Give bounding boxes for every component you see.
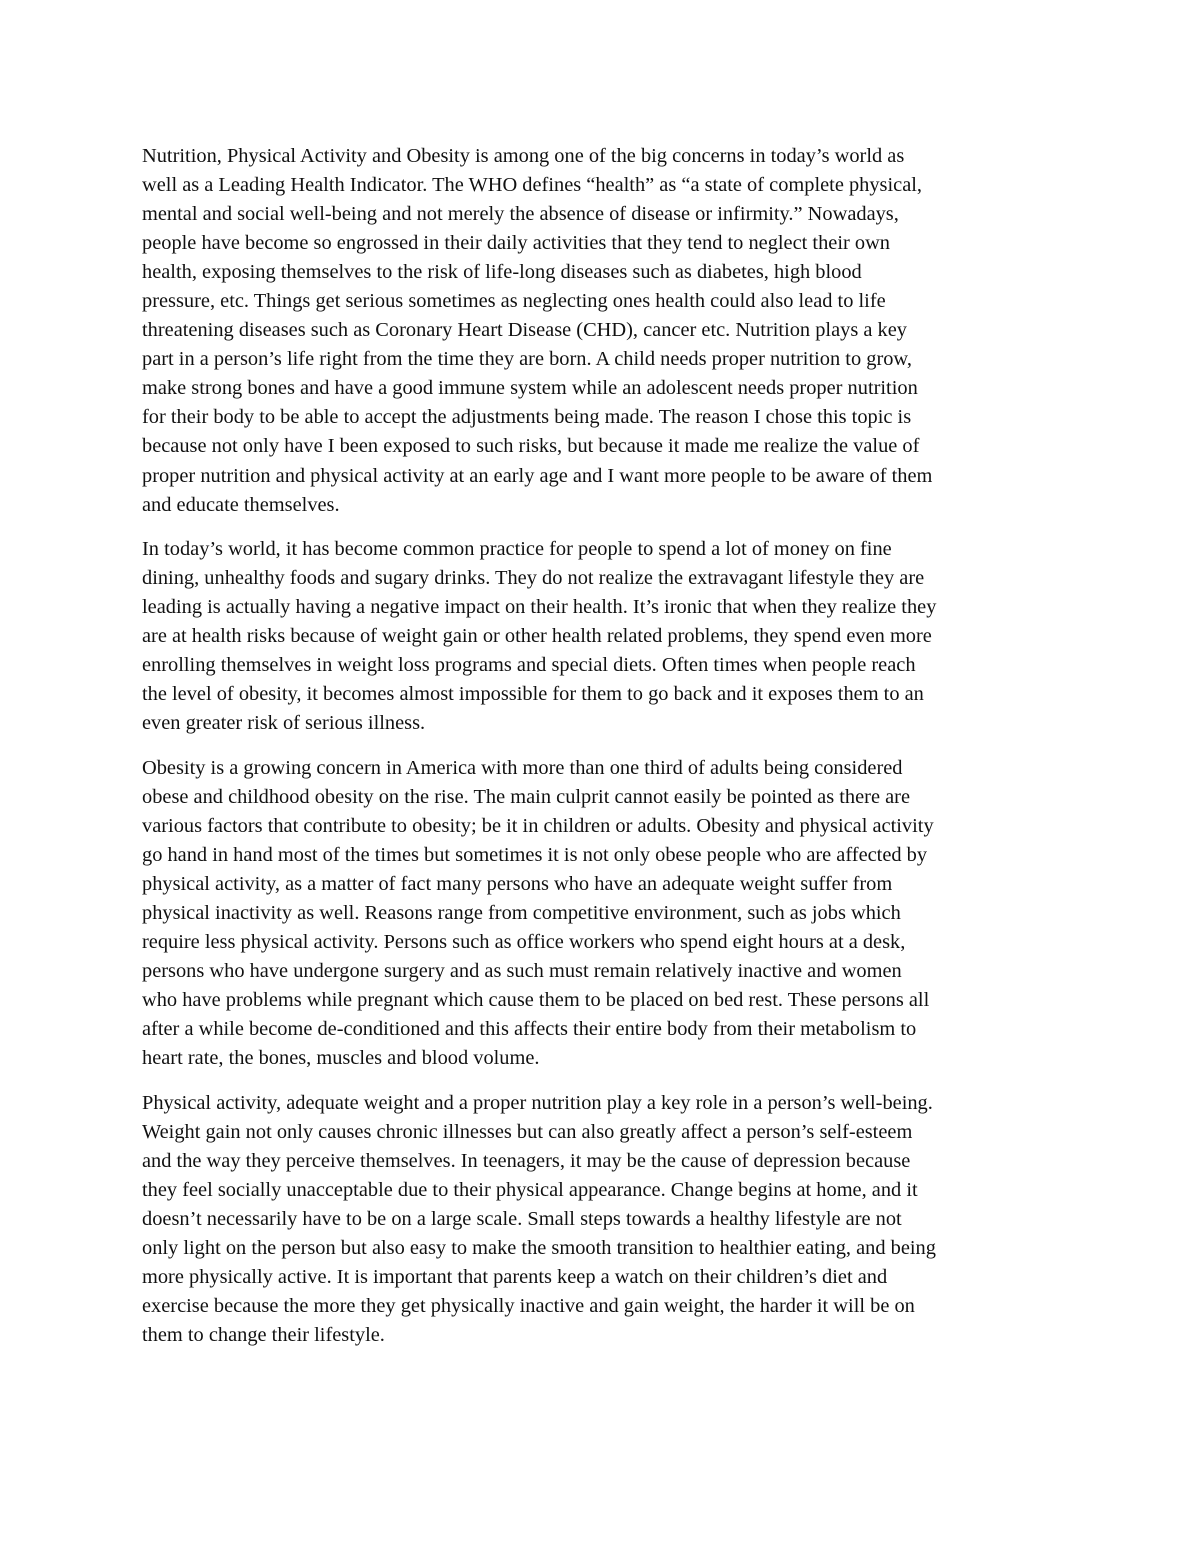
text-line: In today’s world, it has become common practice for people to spend a lot of money on fine	[142, 538, 892, 561]
text-line: and educate themselves.	[142, 493, 340, 516]
text-line: leading is actually having a negative impact on their health. It’s ironic that when they realize they	[142, 596, 937, 619]
text-line: proper nutrition and physical activity at an early age and I want more people to be aware of them	[142, 464, 933, 487]
text-line: the level of obesity, it becomes almost impossible for them to go back and it exposes them to an	[142, 683, 924, 706]
text-line: after a while become de-conditioned and this affects their entire body from their metabolism to	[142, 1018, 917, 1041]
text-line: persons who have undergone surgery and as such must remain relatively inactive and women	[142, 960, 902, 983]
text-line: go hand in hand most of the times but sometimes it is not only obese people who are affected by	[142, 844, 928, 867]
paragraph-2	[142, 535, 1082, 738]
text-line: Weight gain not only causes chronic illnesses but can also greatly affect a person’s self-esteem	[142, 1121, 913, 1143]
paragraph-1	[142, 142, 1082, 520]
text-line: part in a person’s life right from the time they are born. A child needs proper nutrition to grow,	[142, 348, 912, 371]
text-line: obese and childhood obesity on the rise. The main culprit cannot easily be pointed as there are	[142, 785, 911, 808]
text-line: people have become so engrossed in their daily activities that they tend to neglect their own	[142, 232, 890, 255]
text-line: doesn’t necessarily have to be on a large scale. Small steps towards a healthy lifestyle are not	[142, 1208, 902, 1231]
text-line: more physically active. It is important that parents keep a watch on their children’s diet and	[142, 1266, 888, 1289]
text-line: because not only have I been exposed to such risks, but because it made me realize the value of	[142, 435, 920, 458]
text-line: dining, unhealthy foods and sugary drinks. They do not realize the extravagant lifestyle they are	[142, 567, 925, 590]
text-line: enrolling themselves in weight loss programs and special diets. Often times when people reach	[142, 654, 916, 677]
text-line: well as a Leading Health Indicator. The WHO defines “health” as “a state of complete physical,	[142, 174, 923, 197]
text-line: for their body to be able to accept the adjustments being made. The reason I chose this topic is	[142, 406, 912, 429]
document-body	[142, 142, 1082, 1366]
text-line: them to change their lifestyle.	[142, 1324, 385, 1347]
text-line: exercise because the more they get physically inactive and gain weight, the harder it will be on	[142, 1295, 915, 1318]
text-line: who have problems while pregnant which cause them to be placed on bed rest. These persons all	[142, 989, 930, 1012]
paragraph-3	[142, 754, 1082, 1074]
text-line: pressure, etc. Things get serious sometimes as neglecting ones health could also lead to life	[142, 290, 886, 313]
text-line: heart rate, the bones, muscles and blood volume.	[142, 1047, 540, 1070]
text-line: physical inactivity as well. Reasons range from competitive environment, such as jobs which	[142, 902, 901, 925]
text-line: mental and social well-being and not merely the absence of disease or infirmity.” Nowadays,	[142, 203, 899, 226]
text-line: even greater risk of serious illness.	[142, 712, 426, 735]
text-line: physical activity, as a matter of fact many persons who have an adequate weight suffer from	[142, 873, 893, 896]
text-line: threatening diseases such as Coronary Heart Disease (CHD), cancer etc. Nutrition plays a key	[142, 319, 907, 342]
text-line: Obesity is a growing concern in America with more than one third of adults being considered	[142, 756, 903, 779]
text-line: make strong bones and have a good immune system while an adolescent needs proper nutrition	[142, 377, 918, 400]
text-line: they feel socially unacceptable due to their physical appearance. Change begins at home, and it	[142, 1179, 918, 1202]
text-line: only light on the person but also easy to make the smooth transition to healthier eating, and being	[142, 1237, 936, 1260]
text-line: various factors that contribute to obesity; be it in children or adults. Obesity and physical activity	[142, 815, 934, 838]
text-line: Physical activity, adequate weight and a proper nutrition play a key role in a person’s well-being.	[142, 1091, 933, 1114]
text-line: and the way they perceive themselves. In teenagers, it may be the cause of depression because	[142, 1150, 911, 1173]
text-line: are at health risks because of weight gain or other health related problems, they spend even more	[142, 625, 932, 648]
text-line: Nutrition, Physical Activity and Obesity is among one of the big concerns in today’s world as	[142, 145, 905, 167]
paragraph-4	[142, 1089, 1082, 1350]
text-line: health, exposing themselves to the risk of life-long diseases such as diabetes, high blood	[142, 261, 862, 284]
text-line: require less physical activity. Persons such as office workers who spend eight hours at a desk,	[142, 931, 906, 954]
